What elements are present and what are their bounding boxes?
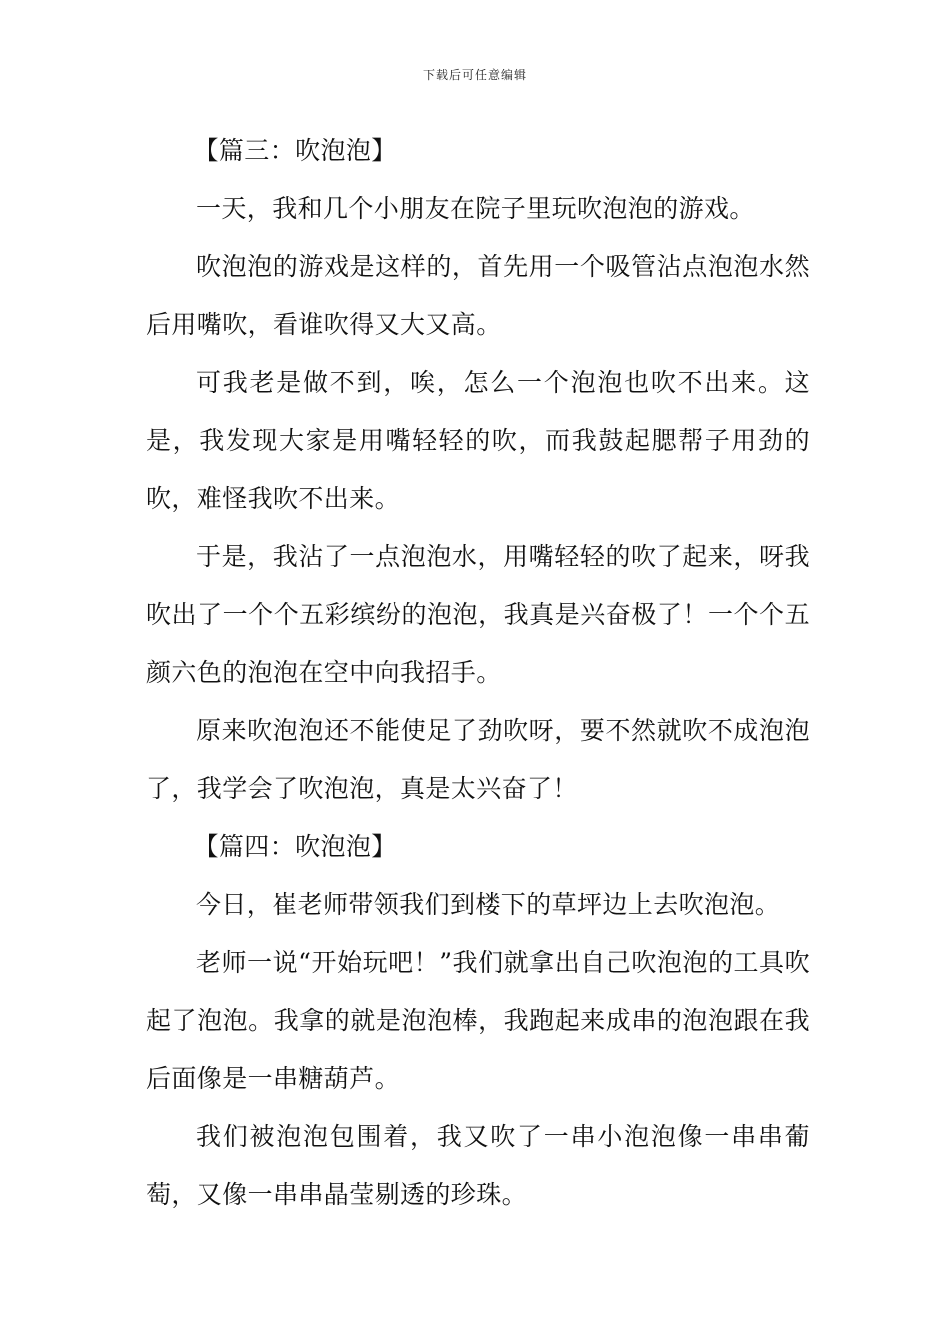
- paragraph: 可我老是做不到，唉，怎么一个泡泡也吹不出来。这是，我发现大家是用嘴轻轻的吹，而我鼓起腮帮子用劲的吹，难怪我吹不出来。: [146, 368, 810, 513]
- paragraph: 我们被泡泡包围着，我又吹了一串小泡泡像一串串葡萄，又像一串串晶莹剔透的珍珠。: [146, 1122, 810, 1209]
- section-heading-4: 【篇四：吹泡泡】: [193, 832, 397, 861]
- header-note: 下载后可任意编辑: [422, 68, 527, 82]
- paragraph: 老师一说“开始玩吧！”我们就拿出自己吹泡泡的工具吹起了泡泡。我拿的就是泡泡棒，我跑起来成串的泡泡跟在我后面像是一串糖葫芦。: [146, 948, 810, 1093]
- paragraph: 吹泡泡的游戏是这样的，首先用一个吸管沾点泡泡水然后用嘴吹，看谁吹得又大又高。: [146, 252, 810, 339]
- paragraph: 于是，我沾了一点泡泡水，用嘴轻轻的吹了起来，呀我吹出了一个个五彩缤纷的泡泡，我真是兴奋极了！一个个五颜六色的泡泡在空中向我招手。: [146, 542, 810, 687]
- paragraph: 原来吹泡泡还不能使足了劲吹呀，要不然就吹不成泡泡了，我学会了吹泡泡，真是太兴奋了！: [146, 716, 810, 803]
- section-heading-3: 【篇三：吹泡泡】: [193, 136, 397, 165]
- paragraph: 一天，我和几个小朋友在院子里玩吹泡泡的游戏。: [196, 194, 755, 223]
- document-body: [146, 122, 810, 1224]
- paragraph: 今日，崔老师带领我们到楼下的草坪边上去吹泡泡。: [196, 890, 781, 919]
